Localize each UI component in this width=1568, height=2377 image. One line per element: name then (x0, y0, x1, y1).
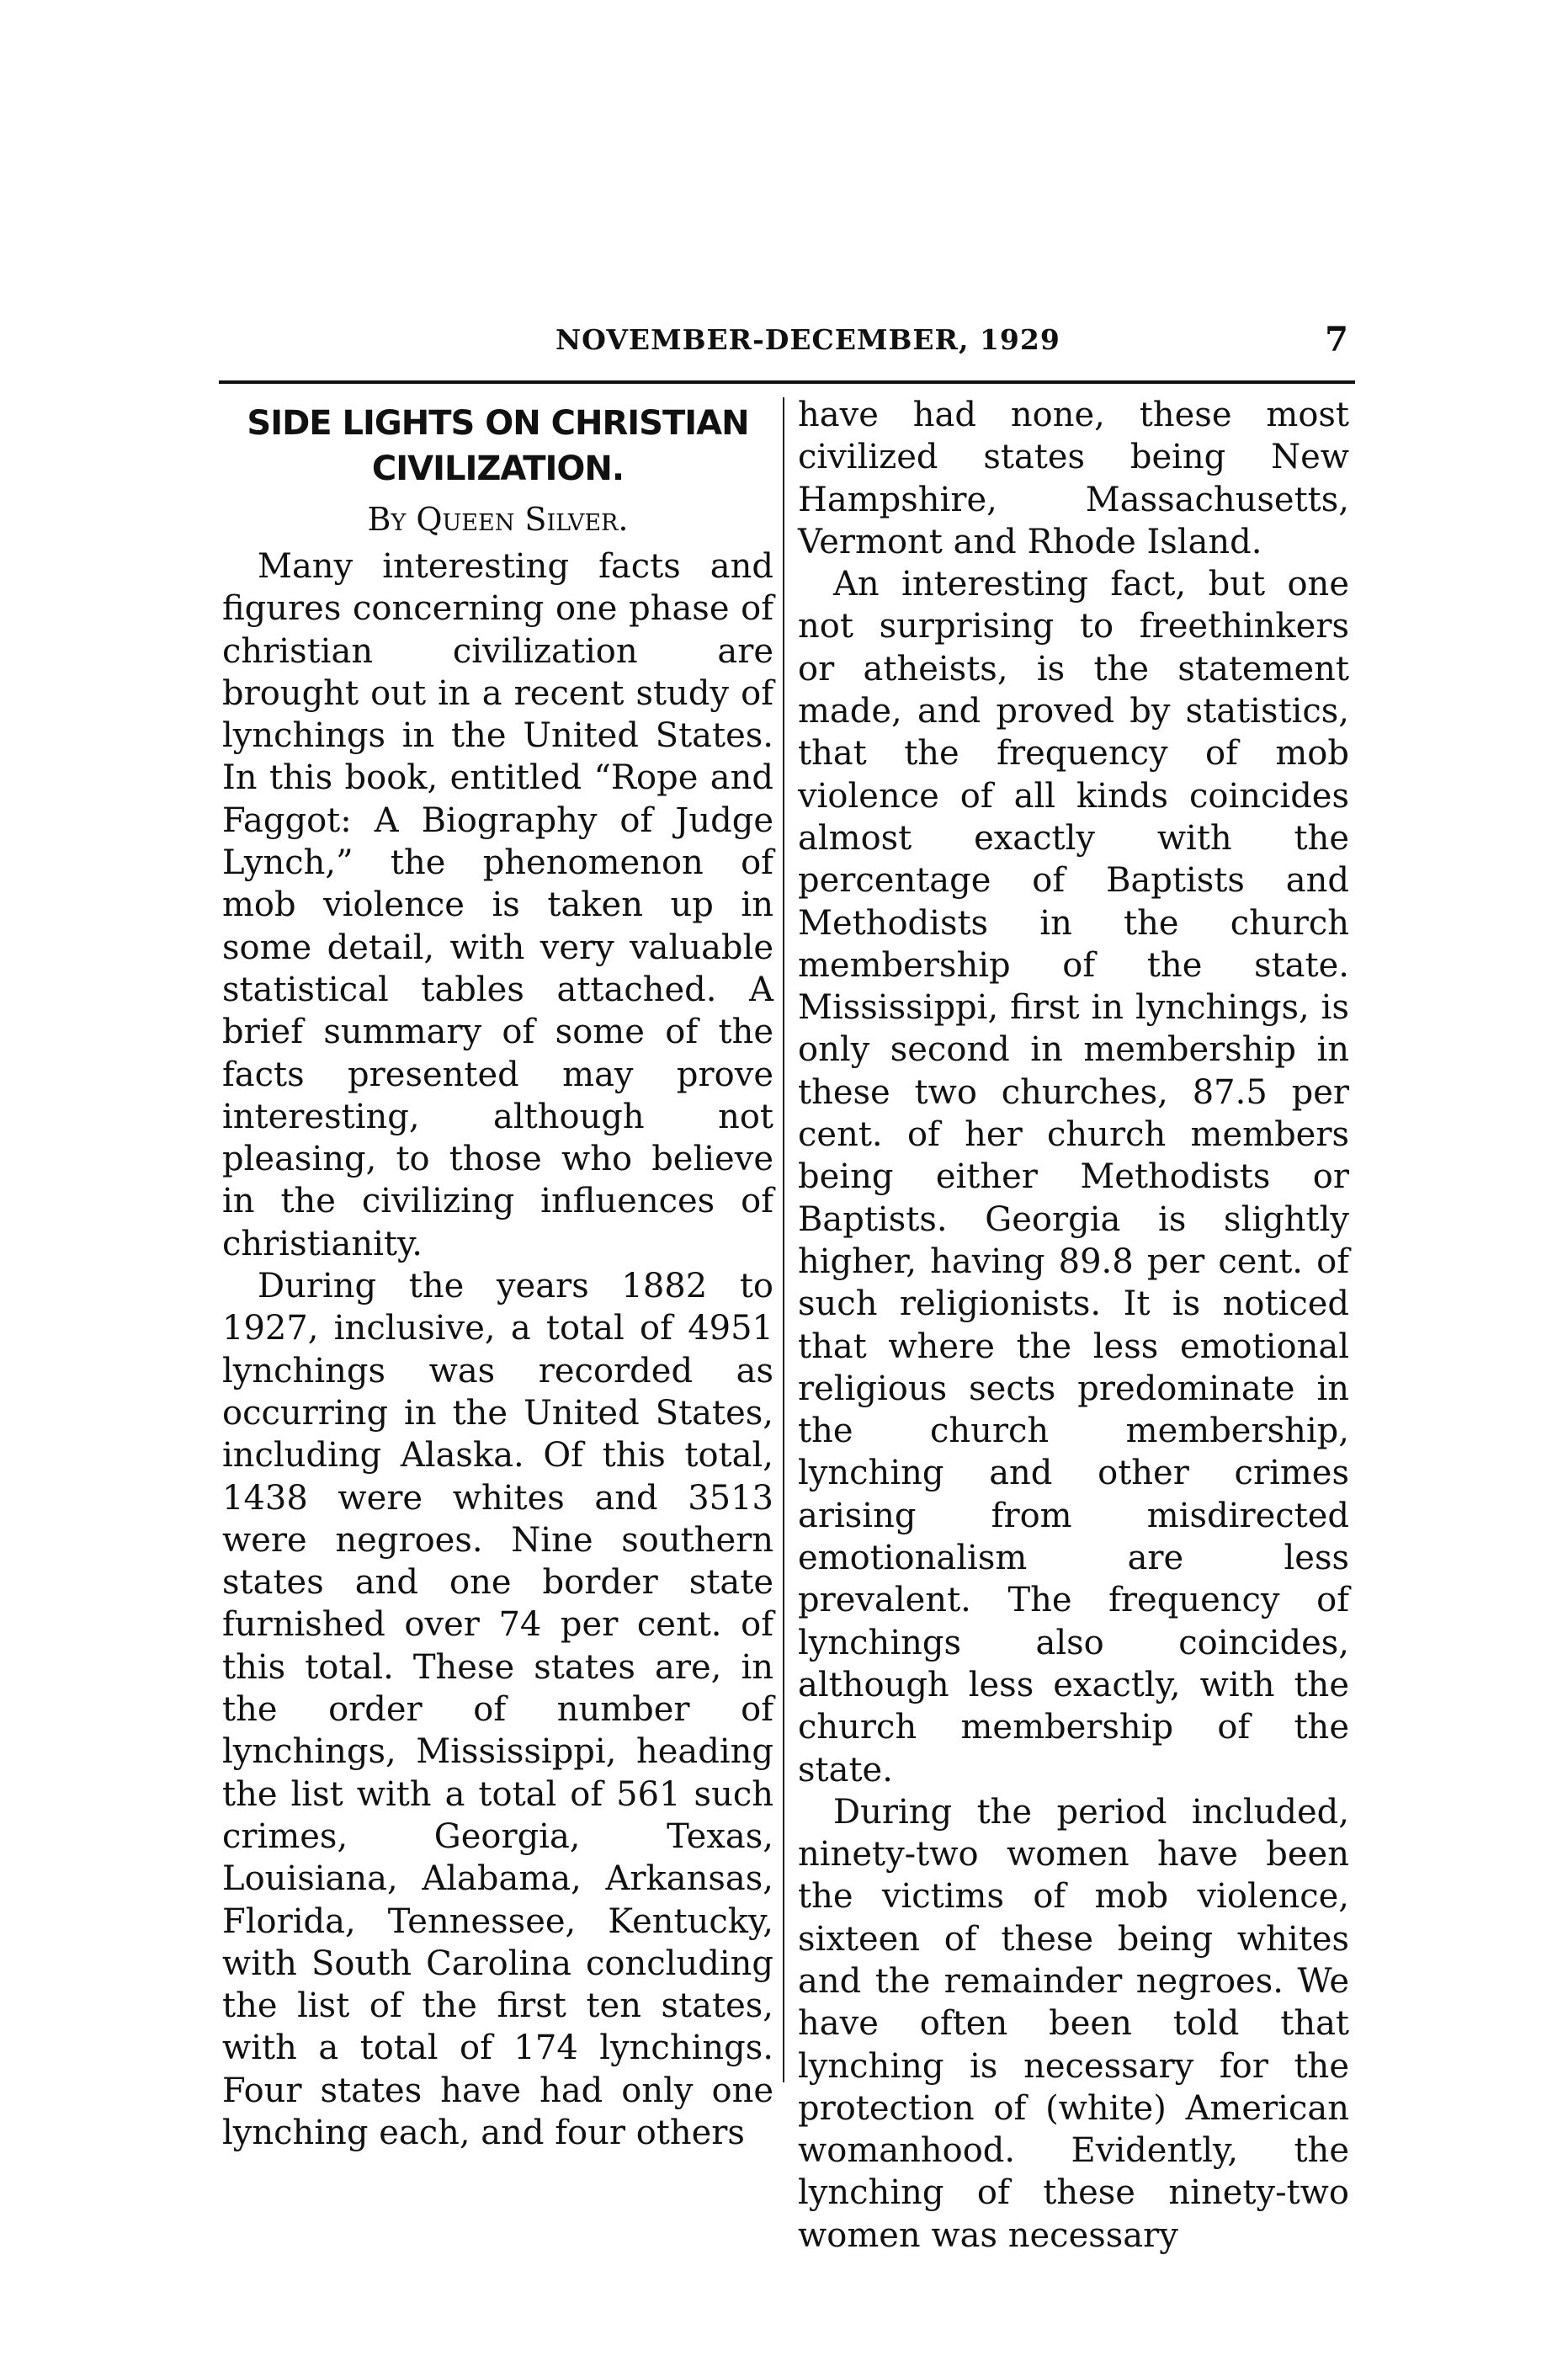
paragraph: During the years 1882 to 1927, inclusive, a total of 4951 lynchings was recorded as occurring in the United States, including Alaska. Of this total, 1438 were whites and 3513 were negroes. Nine southern states and one border state furnished over 74 per cent. of this total. These states are, in the order of number of lynchings, Mississippi, heading the list with a total of 561 such crimes, Georgia, Texas, Louisiana, Alabama, Arkansas, Florida, Tennessee, Kentucky, with South Carolina concluding the list of the first ten states, with a total of 174 lynchings. Four states have had only one lynching each, and four others (222, 1267, 773, 2152)
page-number: 7 (1325, 320, 1348, 359)
running-head: NOVEMBER-DECEMBER, 1929 (555, 323, 1060, 356)
article-title: SIDE LIGHTS ON CHRISTIAN CIVILIZATION. (247, 404, 749, 488)
right-column (798, 394, 1349, 2257)
paragraph-continuation: have had none, these most civilized states being New Hampshire, Massachusetts, Vermont and Rhode Island. (798, 396, 1349, 561)
column-rule (783, 397, 784, 2082)
page-header (219, 320, 1355, 365)
paragraph: An interesting fact, but one not surprising to freethinkers or atheists, is the statement made, and proved by statistics, that the frequency of mob violence of all kinds coincides almost exactly with the percentage of Baptists and Methodists in the church membership of the state. Mississippi, first in lynchings, is only second in membership in these two churches, 87.5 per cent. of her church members being either Methodists or Baptists. Georgia is slightly higher, having 89.8 per cent. of such religionists. It is noticed that where the less emotional religious sects predominate in the church membership, lynching and other crimes arising from misdirected emotionalism are less prevalent. The frequency of lynchings also coincides, although less exactly, with the church membership of the state. (798, 565, 1349, 1789)
header-rule (219, 380, 1355, 384)
paragraph: Many interesting facts and figures concerning one phase of christian civilization are brought out in a recent study of lynchings in the United States. In this book, entitled “Rope and Faggot: A Biography of Judge Lynch,” the phenomenon of mob violence is taken up in some detail, with very valuable statistical tables attached. A brief summary of some of the facts presented may prove interesting, although not pleasing, to those who believe in the civilizing influences of christianity. (222, 547, 773, 1263)
left-column (222, 394, 773, 2154)
paragraph: During the period included, ninety-two women have been the victims of mob violence, sixteen of these being whites and the remainder negroes. We have often been told that lynching is necessary for the protection of (white) American womanhood. Evidently, the lynching of these ninety-two women was necessary (798, 1792, 1349, 2255)
byline: By Queen Silver. (367, 501, 629, 538)
